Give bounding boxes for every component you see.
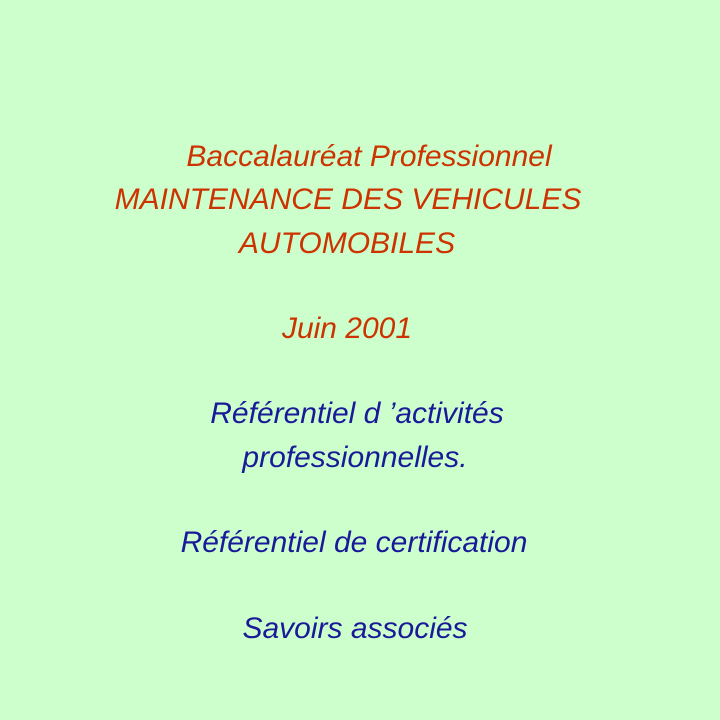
section-certification: Référentiel de certification: [180, 526, 528, 559]
title-line-diploma: Baccalauréat Professionnel: [186, 140, 552, 173]
section-activities-line1: Référentiel d ’activités: [210, 397, 504, 430]
title-line-specialty: MAINTENANCE DES VEHICULES: [114, 183, 582, 216]
section-knowledge: Savoirs associés: [242, 612, 468, 645]
date-line: Juin 2001: [281, 312, 413, 345]
section-activities-line2: professionnelles.: [242, 441, 468, 474]
title-line-specialty-cont: AUTOMOBILES: [238, 227, 456, 260]
